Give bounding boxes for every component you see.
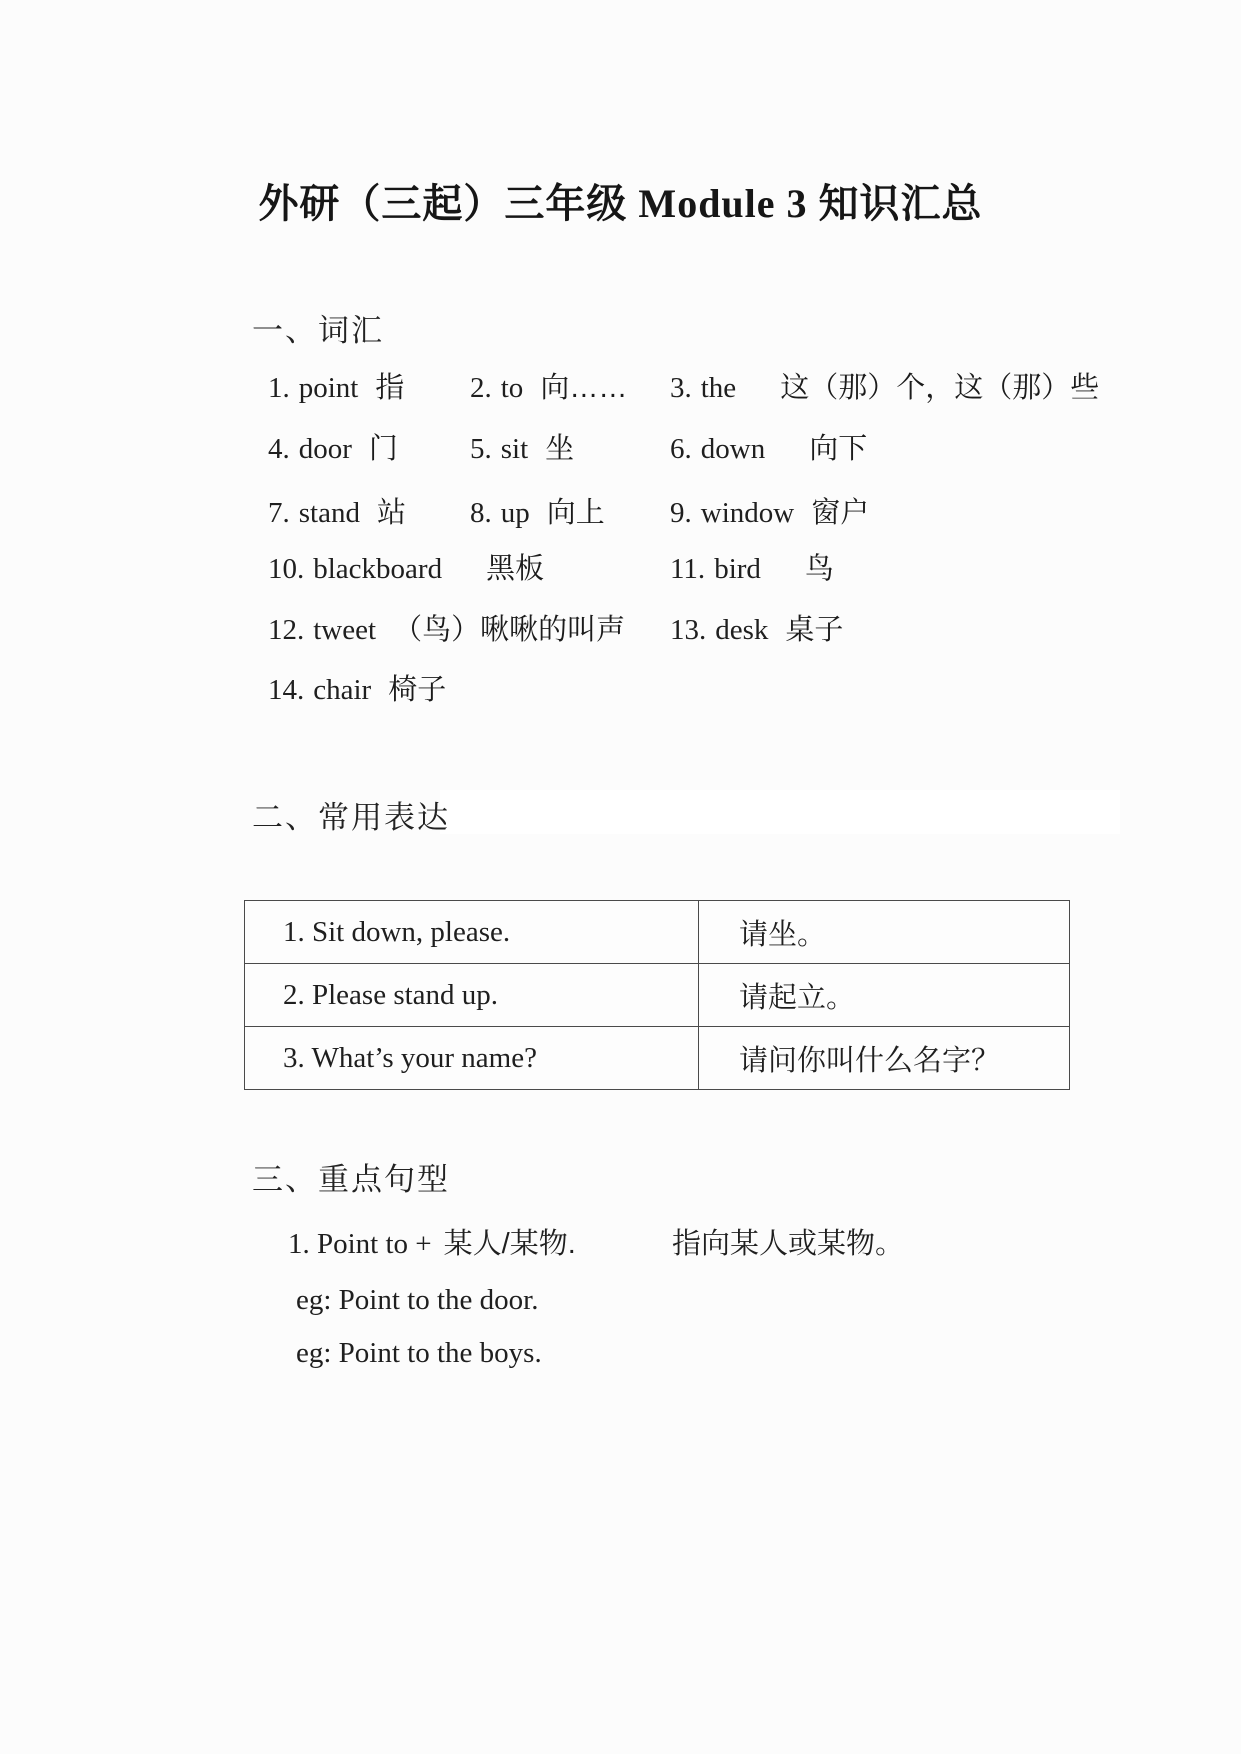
section-heading-expressions: 二、常用表达 (252, 800, 450, 835)
pattern-english (288, 1222, 576, 1266)
vocab-item-5 (470, 427, 574, 471)
vocab-number: 5. (470, 433, 492, 465)
scan-highlight-band (440, 790, 1120, 834)
table-row-1 (245, 901, 1070, 964)
expression-chinese: 请问你叫什么名字？ (699, 1027, 1070, 1090)
expression-english: 3. What’s your name? (245, 1027, 699, 1090)
expressions-table (244, 900, 1070, 1090)
vocab-item-9 (670, 491, 869, 535)
vocab-item-8 (470, 491, 605, 535)
vocab-row-6 (0, 668, 1241, 712)
vocab-row-1 (0, 366, 1241, 410)
pattern-meaning: 指向某人或某物。 (672, 1228, 905, 1260)
vocab-number: 14. (268, 674, 305, 706)
vocab-chinese: 向…… (540, 372, 628, 404)
vocab-chinese: 向上 (546, 497, 605, 529)
vocab-english: stand (298, 497, 360, 529)
table-row-2 (245, 964, 1070, 1027)
vocab-item-6 (670, 427, 867, 471)
vocab-chinese: 向下 (809, 433, 868, 465)
vocab-english: window (700, 497, 795, 529)
expression-english: 2. Please stand up. (245, 964, 699, 1027)
expression-english: 1. Sit down, please. (245, 901, 699, 964)
vocab-row-3 (0, 491, 1241, 535)
page-title: 外研（三起）三年级 Module 3 知识汇总 (258, 181, 983, 226)
section-heading-vocabulary: 一、词汇 (252, 313, 384, 348)
vocab-item-13 (670, 608, 843, 652)
vocab-chinese: 坐 (545, 433, 575, 465)
vocab-number: 3. (670, 372, 692, 404)
vocab-number: 6. (670, 433, 692, 465)
vocab-row-5 (0, 608, 1241, 652)
vocab-chinese: 站 (376, 497, 406, 529)
vocab-chinese: 黑板 (486, 553, 545, 585)
vocab-item-4 (268, 427, 398, 471)
vocab-number: 11. (670, 553, 706, 585)
example-sentence-1: eg: Point to the door. (296, 1284, 539, 1316)
vocab-english: desk (715, 614, 769, 646)
vocab-chinese: 窗户 (811, 497, 870, 529)
expression-chinese: 请起立。 (699, 964, 1070, 1027)
vocab-english: point (298, 372, 359, 404)
vocab-english: to (500, 372, 524, 404)
vocab-number: 13. (670, 614, 707, 646)
expression-chinese: 请坐。 (699, 901, 1070, 964)
vocab-number: 9. (670, 497, 692, 529)
pattern-slot: 某人/某物. (443, 1228, 576, 1260)
vocab-row-4 (0, 547, 1241, 591)
vocab-english: bird (714, 553, 761, 585)
vocab-english: the (700, 372, 737, 404)
table-row-3 (245, 1027, 1070, 1090)
vocab-number: 2. (470, 372, 492, 404)
vocab-item-10 (268, 547, 544, 591)
pattern-formula: 1. Point to + (288, 1228, 432, 1260)
vocab-item-1 (268, 366, 404, 410)
vocab-item-14 (268, 668, 446, 712)
vocab-number: 12. (268, 614, 305, 646)
vocab-chinese: 这（那）个，这（那）些 (780, 372, 1100, 404)
vocab-english: chair (313, 674, 372, 706)
vocab-chinese: 桌子 (785, 614, 844, 646)
vocab-chinese: 指 (375, 372, 405, 404)
vocab-chinese: 门 (368, 433, 398, 465)
vocab-chinese: 椅子 (388, 674, 447, 706)
vocab-number: 1. (268, 372, 290, 404)
vocab-chinese: （鸟）啾啾的叫声 (393, 614, 626, 646)
vocab-english: down (700, 433, 766, 465)
vocab-item-7 (268, 491, 406, 535)
example-sentence-2: eg: Point to the boys. (296, 1337, 542, 1369)
section-heading-patterns: 三、重点句型 (252, 1162, 450, 1197)
vocab-english: tweet (313, 614, 377, 646)
vocab-english: up (500, 497, 530, 529)
vocab-item-3 (670, 366, 1099, 410)
vocab-number: 8. (470, 497, 492, 529)
vocab-english: sit (500, 433, 529, 465)
vocab-chinese: 鸟 (804, 553, 834, 585)
vocab-number: 7. (268, 497, 290, 529)
vocab-item-12 (268, 608, 625, 652)
vocab-english: blackboard (313, 553, 443, 585)
vocab-row-2 (0, 427, 1241, 471)
vocab-number: 4. (268, 433, 290, 465)
vocab-item-2 (470, 366, 627, 410)
vocab-english: door (298, 433, 352, 465)
vocab-number: 10. (268, 553, 305, 585)
pattern-line (0, 1222, 1241, 1266)
vocab-item-11 (670, 547, 834, 591)
